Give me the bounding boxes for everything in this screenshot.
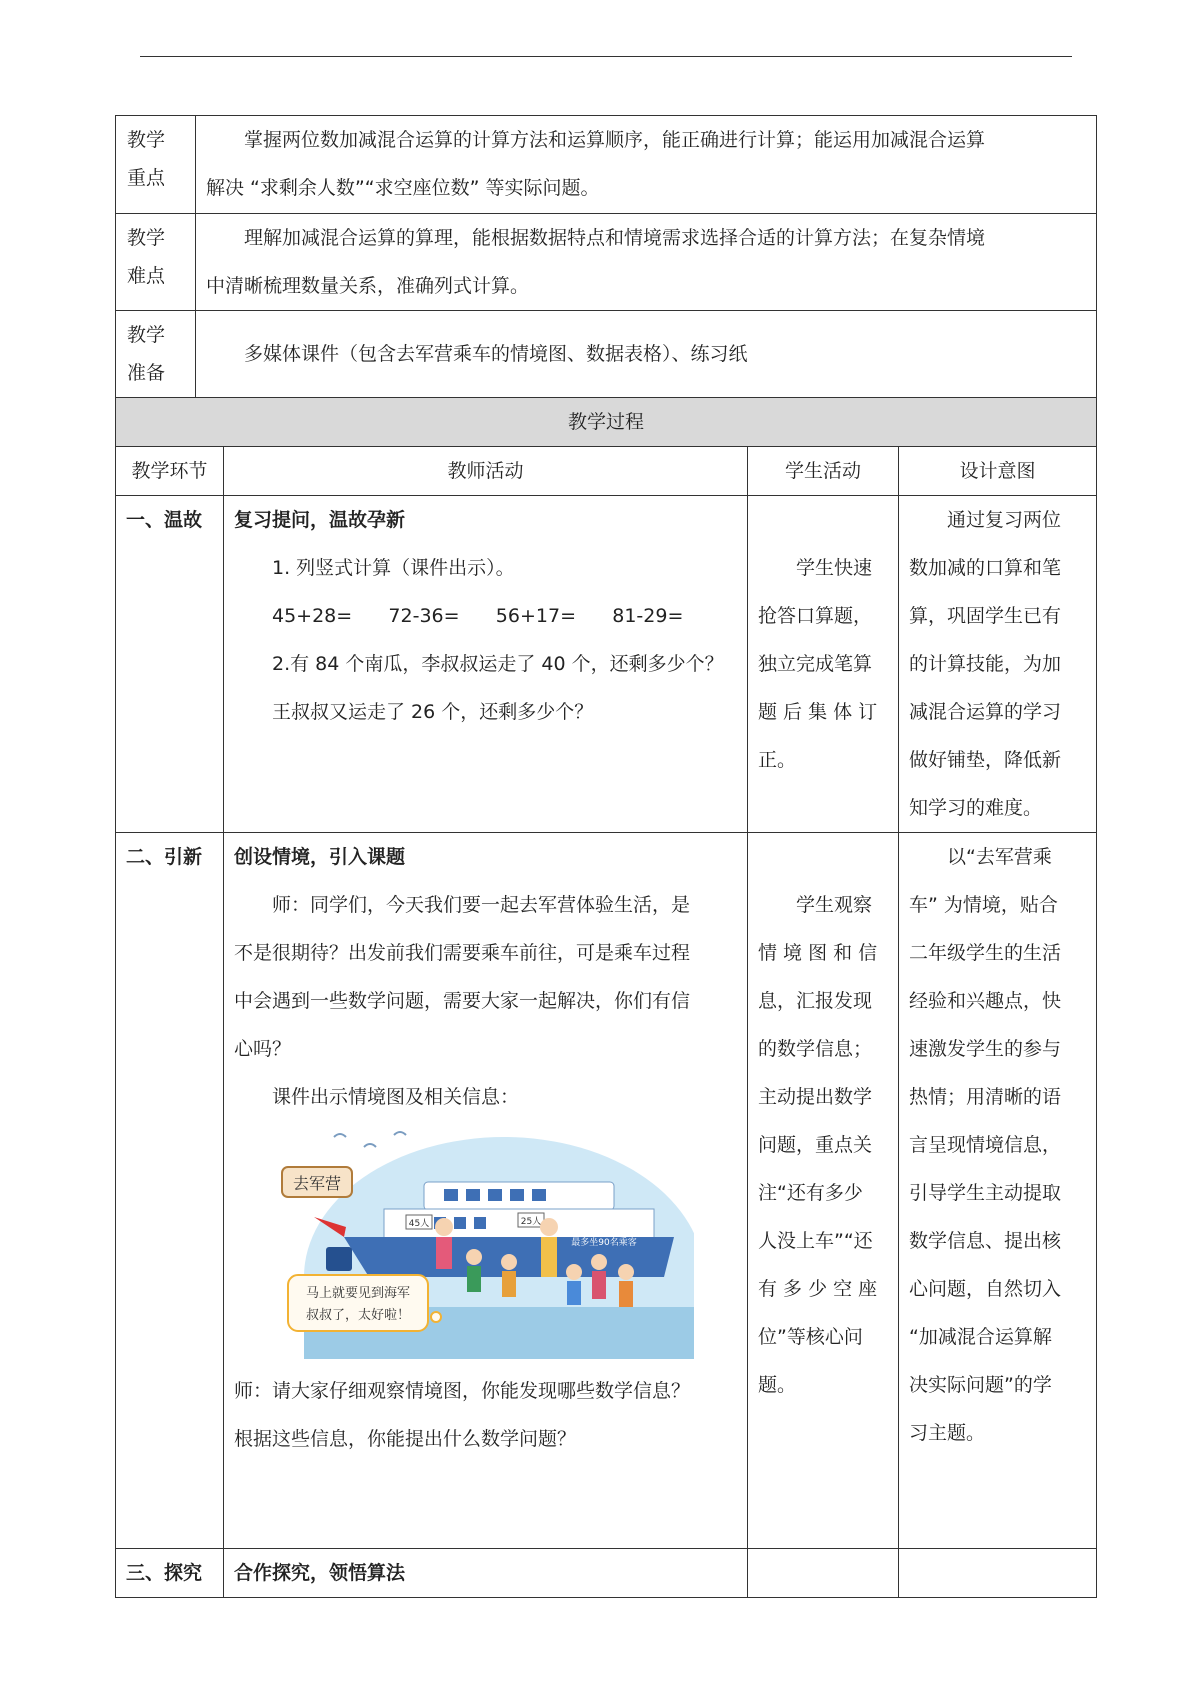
student-line: 学生观察	[796, 894, 873, 916]
student-activity-review	[748, 496, 899, 833]
header-intent: 设计意图	[899, 447, 1097, 496]
teacher-line: 师：请大家仔细观察情境图，你能发现哪些数学信息？	[234, 1380, 691, 1402]
student-line: 题。	[758, 1374, 797, 1396]
intent-line: 知学习的难度。	[909, 797, 1043, 819]
lesson-plan-table	[115, 115, 1096, 1598]
student-line: 情 境 图 和 信	[758, 942, 878, 964]
design-intent-review	[899, 496, 1097, 833]
student-line: 正。	[758, 749, 797, 771]
intent-line: 热情；用清晰的语	[909, 1086, 1062, 1108]
intent-line: 经验和兴趣点，快	[909, 990, 1062, 1012]
intent-line: 心问题，自然切入	[909, 1278, 1062, 1300]
label-line: 难点	[127, 265, 166, 287]
key-points-label	[116, 116, 196, 214]
birds-icon	[334, 1132, 406, 1147]
student-activity-explore	[748, 1549, 899, 1598]
intent-line: 数学信息、提出核	[909, 1230, 1062, 1252]
intent-line: 速激发学生的参与	[909, 1038, 1062, 1060]
process-title: 教学过程	[116, 398, 1097, 447]
row-section-review	[116, 496, 1097, 833]
header-student: 学生活动	[748, 447, 899, 496]
teacher-line: 课件出示情境图及相关信息：	[272, 1086, 520, 1108]
sign-text: 去军营	[292, 1174, 342, 1193]
student-line: 学生快速	[796, 557, 873, 579]
label-line: 教学	[127, 129, 166, 151]
row-process-title	[116, 398, 1097, 447]
stage-review: 一、温故	[116, 496, 224, 833]
stage-intro: 二、引新	[116, 833, 224, 1549]
student-line: 人没上车”“还	[758, 1230, 873, 1252]
teacher-line: 45+28= 72-36= 56+17= 81-29=	[272, 605, 684, 627]
intent-line: 减混合运算的学习	[909, 701, 1062, 723]
intent-line: 车” 为情境，贴合	[909, 894, 1058, 916]
student-line: 主动提出数学	[758, 1086, 873, 1108]
student-line: 的数学信息；	[758, 1038, 873, 1060]
section-heading: 复习提问，温故孕新	[234, 509, 406, 531]
teacher-line: 中会遇到一些数学问题，需要大家一起解决，你们有信	[234, 990, 691, 1012]
student-line: 抢答口算题，	[758, 605, 873, 627]
intent-line: 算，巩固学生已有	[909, 605, 1062, 627]
scene-illustration	[274, 1127, 694, 1359]
section-heading: 创设情境，引入课题	[234, 846, 406, 868]
student-line: 独立完成笔算	[758, 653, 873, 675]
intent-line: 做好铺垫，降低新	[909, 749, 1062, 771]
content-line: 掌握两位数加减混合运算的计算方法和运算顺序，能正确进行计算；能运用加减混合运算	[244, 129, 986, 151]
content-line: 解决 “求剩余人数”“求空座位数” 等实际问题。	[206, 177, 600, 199]
student-line: 题 后 集 体 订	[758, 701, 878, 723]
group-b-text: 25人	[520, 1217, 542, 1227]
intent-line: 言呈现情境信息，	[909, 1134, 1062, 1156]
student-line: 息，汇报发现	[758, 990, 873, 1012]
difficult-points-label	[116, 214, 196, 311]
row-section-intro	[116, 833, 1097, 1549]
content-line: 理解加减混合运算的算理，能根据数据特点和情境需求选择合适的计算方法；在复杂情境	[244, 227, 986, 249]
intent-line: “加减混合运算解	[909, 1326, 1052, 1348]
teacher-activity-intro	[224, 833, 748, 1549]
preparation-label	[116, 311, 196, 398]
capacity-text: 最多坐90名乘客	[571, 1238, 637, 1248]
header-teacher: 教师活动	[224, 447, 748, 496]
label-line: 重点	[127, 167, 166, 189]
content-line: 多媒体课件（包含去军营乘车的情境图、数据表格）、练习纸	[244, 343, 748, 365]
student-line: 位”等核心问	[758, 1326, 863, 1348]
teacher-line: 心吗？	[234, 1038, 292, 1060]
stage-explore: 三、探究	[116, 1549, 224, 1598]
row-headers	[116, 447, 1097, 496]
intent-line: 引导学生主动提取	[909, 1182, 1062, 1204]
label-line: 教学	[127, 324, 166, 346]
row-difficult-points	[116, 214, 1097, 311]
teacher-line: 2.有 84 个南瓜，李叔叔运走了 40 个，还剩多少个？	[272, 653, 724, 675]
header-stage: 教学环节	[116, 447, 224, 496]
bubble-line: 叔叔了，太好啦！	[305, 1308, 411, 1323]
difficult-points-content	[196, 214, 1097, 311]
intent-line: 习主题。	[909, 1422, 986, 1444]
teacher-line: 根据这些信息，你能提出什么数学问题？	[234, 1428, 577, 1450]
teacher-activity-review	[224, 496, 748, 833]
label-line: 教学	[127, 227, 166, 249]
section-heading: 合作探究，领悟算法	[224, 1549, 748, 1598]
teacher-line: 不是很期待？出发前我们需要乘车前往，可是乘车过程	[234, 942, 691, 964]
teacher-line: 王叔叔又运走了 26 个，还剩多少个？	[272, 701, 594, 723]
header-rule	[140, 56, 1072, 57]
label-line: 准备	[127, 362, 166, 384]
key-points-content	[196, 116, 1097, 214]
bubble-line: 马上就要见到海军	[305, 1286, 411, 1301]
teacher-line: 师：同学们，今天我们要一起去军营体验生活，是	[272, 894, 691, 916]
intent-line: 决实际问题”的学	[909, 1374, 1052, 1396]
intent-line: 以“去军营乘	[947, 846, 1052, 868]
speech-bubble-tail	[431, 1312, 441, 1322]
intent-line: 二年级学生的生活	[909, 942, 1062, 964]
intent-line: 数加减的口算和笔	[909, 557, 1062, 579]
intent-line: 的计算技能，为加	[909, 653, 1062, 675]
design-intent-intro	[899, 833, 1097, 1549]
design-intent-explore	[899, 1549, 1097, 1598]
row-section-explore	[116, 1549, 1097, 1598]
teacher-line: 1. 列竖式计算（课件出示）。	[272, 557, 515, 579]
intent-line: 通过复习两位	[947, 509, 1062, 531]
row-key-points	[116, 116, 1097, 214]
student-line: 注“还有多少	[758, 1182, 863, 1204]
dock-bollard	[326, 1247, 352, 1271]
preparation-content	[196, 311, 1097, 398]
student-activity-intro	[748, 833, 899, 1549]
group-a-text: 45人	[408, 1219, 430, 1229]
student-line: 问题，重点关	[758, 1134, 873, 1156]
content-line: 中清晰梳理数量关系，准确列式计算。	[206, 275, 530, 297]
student-line: 有 多 少 空 座	[758, 1278, 878, 1300]
row-preparation	[116, 311, 1097, 398]
